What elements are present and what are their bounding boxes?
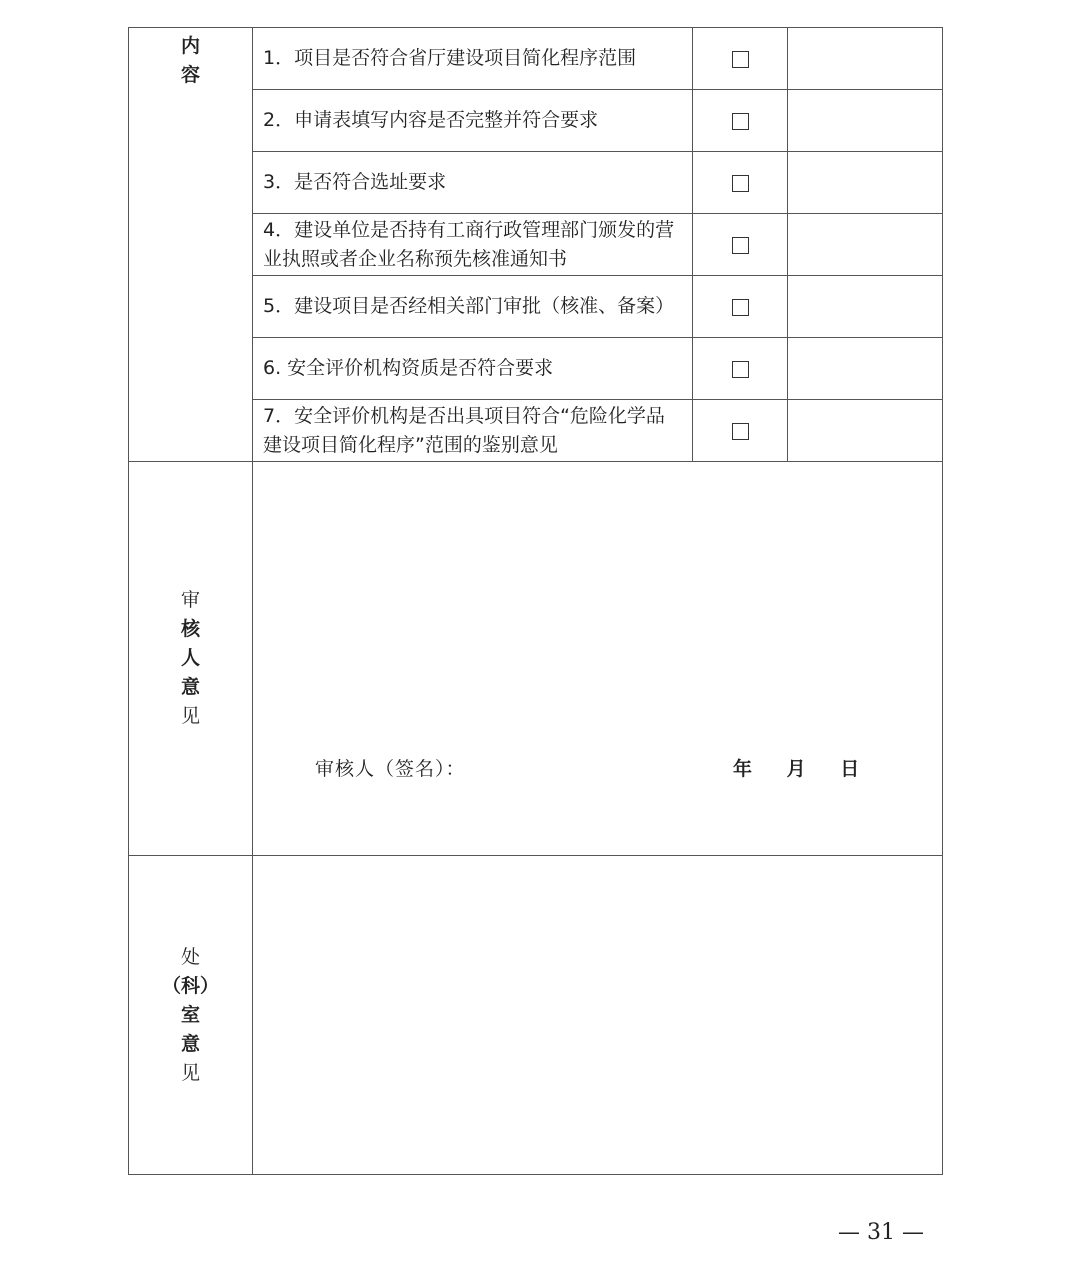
office-label-char: （科） (161, 974, 219, 997)
reviewer-opinion-area[interactable] (253, 462, 943, 856)
item-text-1: 1．项目是否符合省厅建设项目简化程序范围 (253, 28, 693, 90)
item-row-1 (129, 28, 943, 90)
office-label-char: 意 (180, 1032, 200, 1055)
checkbox-icon[interactable] (732, 299, 749, 316)
reviewer-row (129, 462, 943, 856)
reviewer-label-char: 人 (180, 647, 200, 669)
item-remark-4 (788, 214, 943, 276)
item-checkbox-6[interactable] (693, 338, 788, 400)
office-label-char: 处 (180, 945, 200, 968)
item-checkbox-5[interactable] (693, 276, 788, 338)
item-remark-6 (788, 338, 943, 400)
item-remark-5 (788, 276, 943, 338)
date-month-label: 月 (786, 758, 806, 780)
item-checkbox-3[interactable] (693, 152, 788, 214)
checkbox-icon[interactable] (732, 423, 749, 440)
content-label-char-1: 内 (180, 35, 200, 57)
reviewer-label-char: 核 (180, 618, 200, 640)
page-number: — 31 — (838, 1220, 924, 1245)
item-checkbox-7[interactable] (693, 400, 788, 462)
reviewer-label-char: 审 (180, 589, 200, 611)
item-text-5: 5．建设项目是否经相关部门审批（核准、备案） (253, 276, 693, 338)
item-text-3: 3．是否符合选址要求 (253, 152, 693, 214)
office-label (129, 856, 253, 1175)
office-opinion-area[interactable] (253, 856, 943, 1175)
reviewer-label-char: 意 (180, 676, 200, 698)
review-table (128, 27, 943, 1175)
office-row (129, 856, 943, 1175)
item-remark-3 (788, 152, 943, 214)
reviewer-label (129, 462, 253, 856)
item-remark-2 (788, 90, 943, 152)
item-text-7: 7．安全评价机构是否出具项目符合“危险化学品建设项目简化程序”范围的鉴别意见 (253, 400, 693, 462)
checkbox-icon[interactable] (732, 237, 749, 254)
content-label-char-2: 容 (180, 64, 200, 86)
reviewer-label-char: 见 (180, 705, 200, 727)
checkbox-icon[interactable] (732, 51, 749, 68)
item-text-2: 2．申请表填写内容是否完整并符合要求 (253, 90, 693, 152)
review-date (733, 754, 887, 781)
checkbox-icon[interactable] (732, 361, 749, 378)
date-day-label: 日 (840, 758, 860, 780)
office-label-char: 室 (180, 1003, 200, 1026)
item-remark-1 (788, 28, 943, 90)
content-label (129, 28, 253, 462)
item-text-6: 6. 安全评价机构资质是否符合要求 (253, 338, 693, 400)
reviewer-signature-label: 审核人（签名）： (315, 758, 466, 780)
item-remark-7 (788, 400, 943, 462)
checkbox-icon[interactable] (732, 175, 749, 192)
review-form (128, 27, 942, 1183)
item-checkbox-1[interactable] (693, 28, 788, 90)
item-checkbox-2[interactable] (693, 90, 788, 152)
item-text-4: 4．建设单位是否持有工商行政管理部门颁发的营业执照或者企业名称预先核准通知书 (253, 214, 693, 276)
checkbox-icon[interactable] (732, 113, 749, 130)
office-label-char: 见 (180, 1061, 200, 1084)
date-year-label: 年 (733, 758, 753, 780)
item-checkbox-4[interactable] (693, 214, 788, 276)
